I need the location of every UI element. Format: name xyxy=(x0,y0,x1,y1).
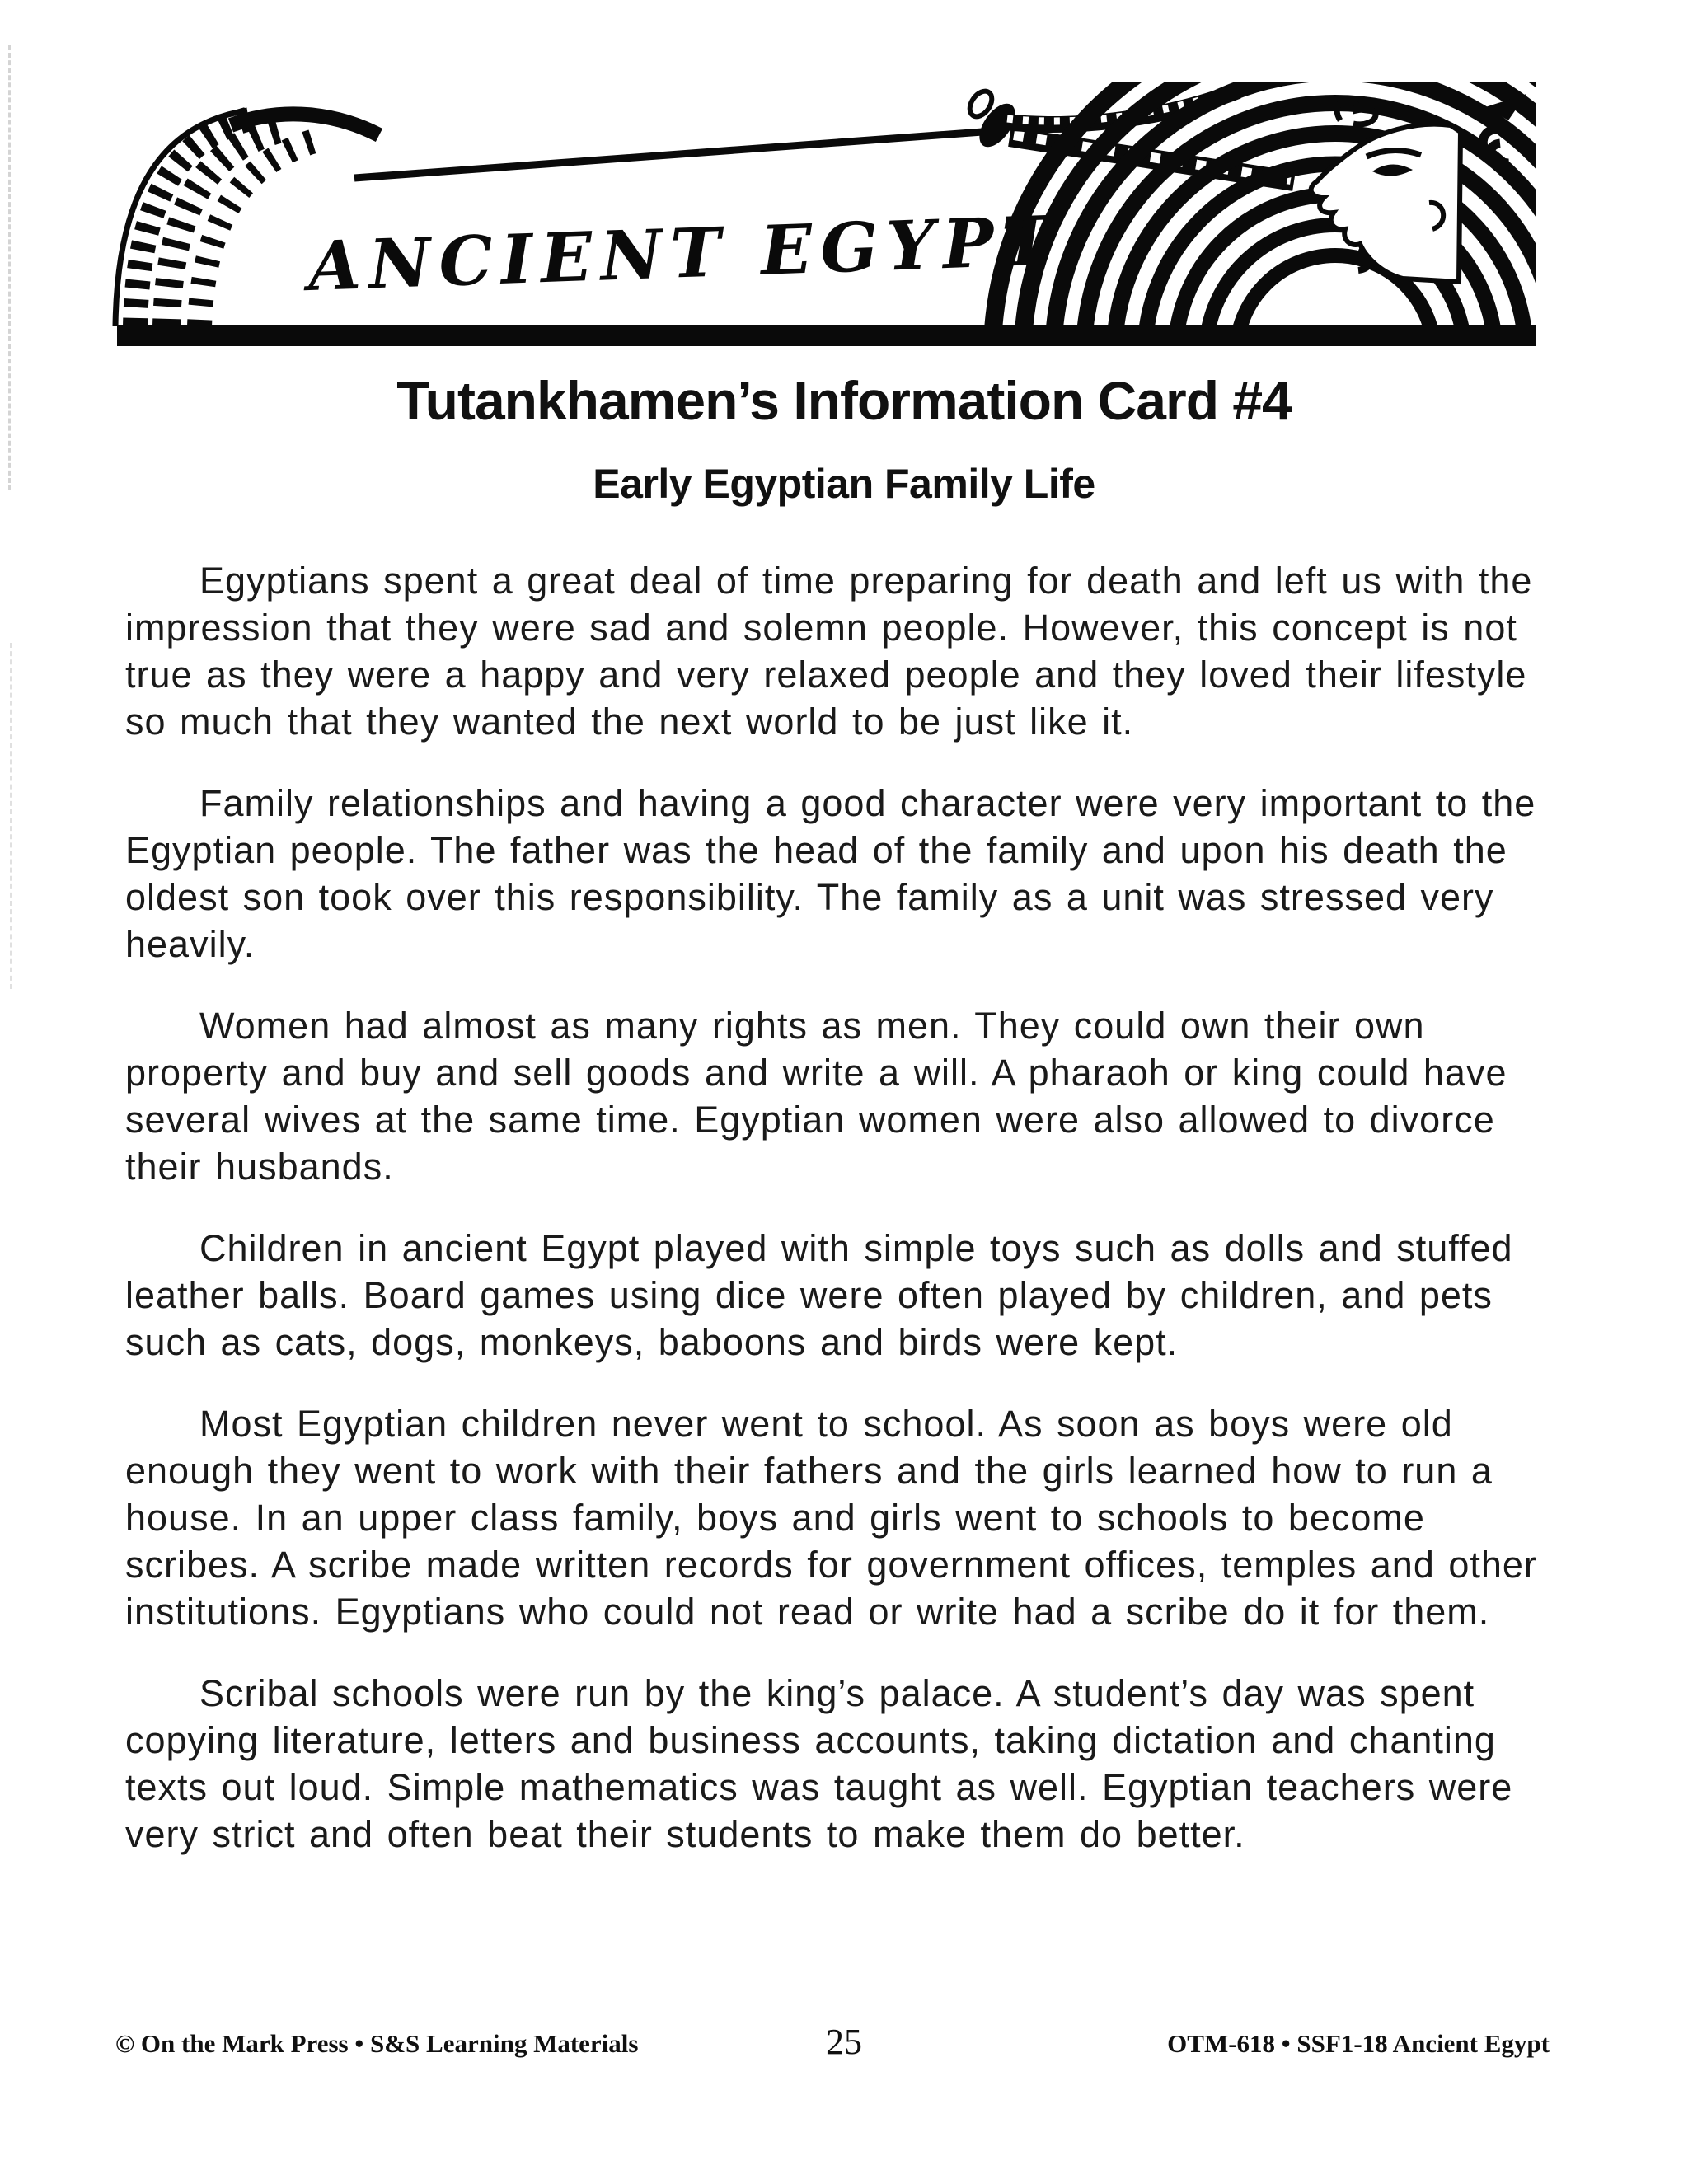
header-banner xyxy=(107,82,1574,354)
page-number: 25 xyxy=(826,2022,862,2062)
body-paragraph: Scribal schools were run by the king’s palace. A student’s day was spent copying literature, letters and business accounts, taking dictation and chanting texts out loud. Simple mathematics was taught as well. Egyptian teachers were very strict and often beat their students to make them do better. xyxy=(125,1672,1513,1855)
scan-artifact-line xyxy=(10,643,12,989)
body-paragraph: Most Egyptian children never went to school. As soon as boys were old enough they went to work with their fathers and the girls learned how to run a house. In an upper class family, boys and girls went to schools to become scribes. A scribe made written records for government offices, temples and other institutions. Egyptians who could not read or write had a scribe do it for them. xyxy=(125,1403,1537,1633)
body-paragraph: Women had almost as many rights as men. They could own their own property and buy and sell goods and write a will. A pharaoh or king could have several wives at the same time. Egyptian women were also allowed to divorce their husbands. xyxy=(125,1005,1507,1188)
banner-bottom-bar xyxy=(117,325,1536,346)
body-paragraph: Children in ancient Egypt played with simple toys such as dolls and stuffed leather balls. Board games using dice were often played by children, and pets such as cats, dogs, monkeys, baboons and birds were kept. xyxy=(125,1227,1513,1363)
page-subtitle: Early Egyptian Family Life xyxy=(593,461,1095,507)
nemes-stripes xyxy=(992,82,1574,354)
body-paragraph: Family relationships and having a good character were very important to the Egyptian people. The father was the head of the family and upon his death the oldest son took over this responsibility. The family as a unit was stressed very heavily. xyxy=(125,782,1536,965)
banner-title: ANCIENT EGYPT xyxy=(307,201,1062,307)
body-paragraph: Egyptians spent a great deal of time preparing for death and left us with the impression that they were sad and solemn people. However, this concept is not true as they were a happy and very relaxed people and they loved their lifestyle so much that they wanted the next world to be just like it. xyxy=(125,560,1533,743)
page-footer xyxy=(0,2021,1688,2070)
copyright-text: © On the Mark Press • S&S Learning Materials xyxy=(115,2029,639,2058)
page-title: Tutankhamen’s Information Card #4 xyxy=(396,370,1292,431)
catalog-code: OTM-618 • SSF1-18 Ancient Egypt xyxy=(1167,2029,1550,2058)
pharaoh-mask-illustration xyxy=(107,82,1574,354)
body-text xyxy=(125,557,1543,1892)
